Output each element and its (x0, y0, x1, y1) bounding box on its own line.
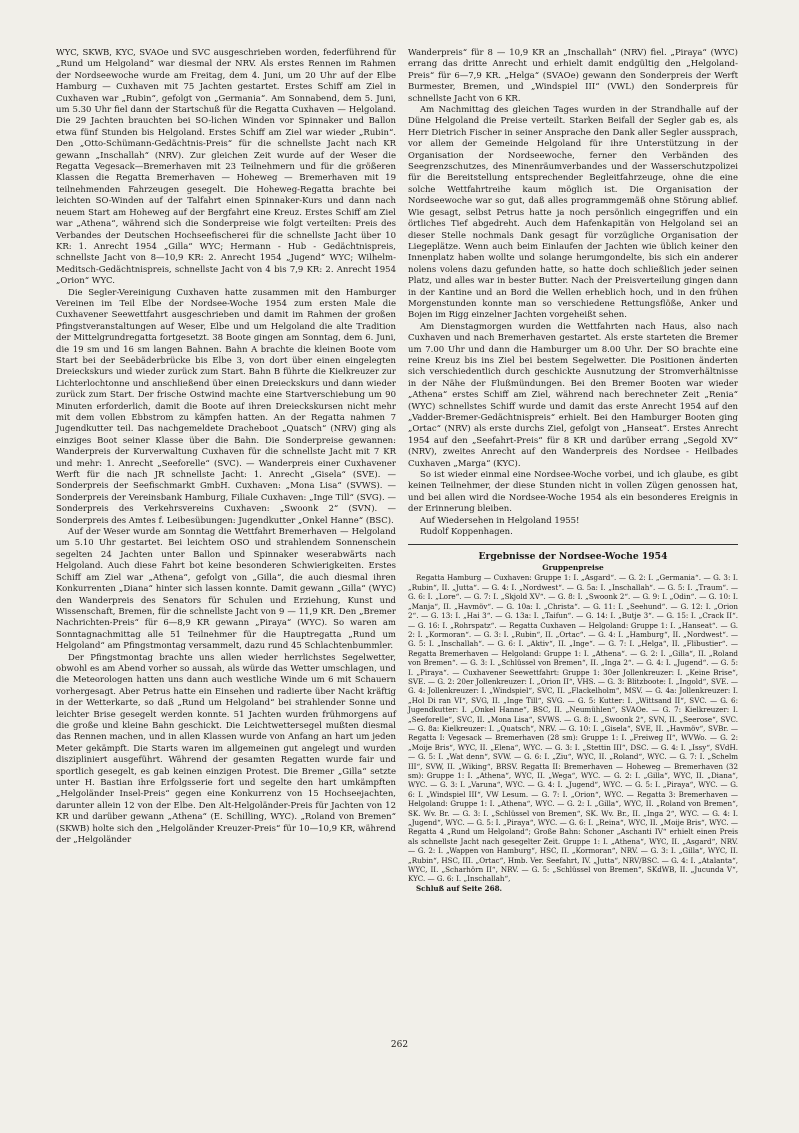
article-right-column (408, 48, 738, 893)
article-paragraph: Die Segler-Vereinigung Cuxhaven hatte zusammen mit den Hamburger Vereinen im Teil Elbe der Nordsee-Woche 1954 zum ersten Male die Cuxhavener Seewettfahrt ausgeschrieben und damit im Rahmen der großen Pfingstveranstaltungen auf Weser, Elbe und um Helgoland die alte Tradition der Mittelgrundregatta fortgesetzt. 38 Boote gingen am Sonntag, dem 6. Juni, die 19 sm und 16 sm langen Bahnen. Bahn A brachte die kleinen Boote vom Start bei der Seebäderbrücke bis Elbe 3, von dort über einen eingelegten Dreieckskurs und wieder zurück zum Start. Bahn B führte die Kielkreuzer zur Lichterlochtonne und anschließend über einen Dreieckskurs und dann wieder zurück zum Start. Der frische Ostwind machte eine Startverschiebung um 90 Minuten erforderlich, damit die Boote auf ihren Dreieckskursen nicht mehr mit dem vollen Ebbstrom zu kämpfen hatten. An der Regatta nahmen 7 Jugendkutter teil. Das nachgemeldete Dracheboot „Quatsch“ (NRV) ging als einziges Boot seiner Klasse über die Bahn. Die Sonderpreise gewannen: Wanderpreis der Kurverwaltung Cuxhaven für die schnellste Jacht mit 7 KR und mehr: 1. Anrecht „Seeforelle“ (SVC). — Wanderpreis einer Cuxhavener Werft für die nach JR schnellste Jacht: 1. Anrecht „Gisela“ (SVE). — Sonderpreis der Seefischmarkt GmbH. Cuxhaven: „Mona Lisa“ (SVWS). — Sonderpreis der Vereinsbank Hamburg, Filiale Cuxhaven: „Inge Till“ (SVG). — Sonderpreis des Verkehrsvereins Cuxhaven: „Swoonk 2“ (SVN). — Sonderpreis des Amtes f. Leibesübungen: Jugendkutter „Onkel Hanne“ (BSC). (56, 287, 396, 526)
results-paragraph: Regatta Hamburg — Cuxhaven: Gruppe 1: I. „Asgard“. — G. 2: I. „Germania“. — G. 3: I. „Rubin“, II. „Jutta“. — G. 4: I. „Nordwest“. — G. 5a: I. „Inschallah“. — G. 5: I. „Traum“. — G. 6: I. „Lore“. — G. 7: I. „Skjold XV“. — G. 8: I. „Swoonk 2“. — G. 9: I. „Odin“. — G. 10: I. „Manja“, II. „Havmöv“. — G. 10a: I. „Christa“. — G. 11: I. „Seehund“. — G. 12: I. „Orion 2“. — G. 13: I. „Hai 3“. — G. 13a: I. „Taifun“. — G. 14: I. „Butje 3“. — G. 15: I. „Crack II“. — G. 16: I. „Rohrspatz“. — Regatta Cuxhaven — Helgoland: Gruppe 1: I. „Hanseat“. — G. 2: I. „Kormoran“. — G. 3: I. „Rubin“, II. „Ortac“. — G. 4: I. „Hamburg“, II. „Nordwest“. — G. 5: I. „Inschallah“. — G. 6: I. „Aktiv“, II. „Inge“. — G. 7: I. „Helga“, II. „Flibustier“. — Regatta Bremerhaven — Helgoland: Gruppe 1: I. „Athena“. — G. 2: I. „Gilla“, II. „Roland von Bremen“. — G. 3: I. „Schlüssel von Bremen“, II. „Inga 2“. — G. 4: I. „Jugend“. — G. 5: I. „Piraya“. — Cuxhavener Seewettfahrt: Gruppe 1: 30er Jollenkreuzer: I. „Keine Brise“, SVE. — G. 2: 20er Jollenkreuzer: I. „Orion II“, VHS. — G. 3: Blitzboote: I. „Ingold“, SVE. — G. 4: Jollenkreuzer: I. „Windspiel“, SVC, II. „Flackelholm“, MSV. — G. 4a: Jollenkreuzer: I. „Hol Di ran VI“, SVG, II. „Inge Till“, SVG. — G. 5: Kutter: I. „Wittsand II“, SVC. — G. 6: Jugendkutter: I. „Onkel Hanne“, BSC, II. „Neumühlen“, SVAOe. — G. 7: Kielkreuzer: I. „Seeforelle“, SVC, II. „Mona Lisa“, SVWS. — G. 8: I. „Swoonk 2“, SVN, II. „Seerose“, SVC. — G. 8a: Kielkreuzer: I. „Quatsch“, NRV. — G. 10: I. „Gisela“, SVE, II. „Havmöv“, SVBr. — Regatta I: Vegesack — Bremerhaven (28 sm): Gruppe 1: I. „Freiweg II“, WVWo. — G. 2: „Moije Bris“, WYC, II. „Elena“, WYC. — G. 3: I. „Stettin III“, DSC. — G. 4: I. „Issy“, SVdH. — G. 5: I. „Wat denn“, SVW. — G. 6: I. „Ziu“, WYC, II. „Roland“, WYC. — G. 7: I. „Schelm III“, SVW, II. „Wiking“, BRSV. Regatta II: Bremerhaven — Hoheweg — Bremerhaven (32 sm): Gruppe 1: I. „Athena“, WYC, II. „Wega“, WYC. — G. 2: I. „Gilla“, WYC, II. „Diana“, WYC. — G. 3: I. „Varuna“, WYC. — G. 4: I. „Jugend“, WYC. — G. 5: I. „Piraya“, WYC. — G. 6: I. „Windspiel III“, VW Lesum. — G. 7: I. „Orion“, WYC. — Regatta 3: Bremerhaven — Helgoland: Gruppe 1: I. „Athena“, WYC. — G. 2: I. „Gilla“, WYC, II. „Roland von Bremen“, SK. Wv. Br. — G. 3: I. „Schlüssel von Bremen“, SK. Wv. Br., II. „Inga 2“, WYC. — G. 4: I. „Jugend“, WYC. — G. 5: I. „Piraya“, WYC. — G. 6: I. „Reina“, WYC, II. „Moije Bris“, WYC. — Regatta 4 „Rund um Helgoland“; Große Bahn: Schoner „Aschanti IV“ erhielt einen Preis als schnellste Jacht nach gesegelter Zeit. Gruppe 1: I. „Athena“, WYC, II. „Asgard“, NRV. — G. 2: I. „Wappen von Hamburg“, HSC, II. „Kormoran“, NRV. — G. 3: I. „Gilla“, WYC, II. „Rubin“, HSC, III. „Ortac“, Hmb. Ver. Seefahrt, IV. „Jutta“, NRV/BSC. — G. 4: I. „Atalanta“, WYC, II. „Scharhörn II“, NRV. — G. 5: „Schlüssel von Bremen“, SKdWB, II. „Jucunda V“, KYC. — G. 6: I. „Inschallah“, (408, 573, 738, 884)
article-left-column (56, 48, 396, 846)
article-paragraph: Am Nachmittag des gleichen Tages wurden in der Strandhalle auf der Düne Helgoland die Preise verteilt. Starken Beifall der Segler gab es, als Herr Dietrich Fischer in seiner Ansprache den Dank aller Segler aussprach, vor allem der Gemeinde Helgoland für ihre Unterstützung in der Organisation der Nordseewoche, ferner den Verbänden des Seegrenzschutzes, des Minenräumverbandes und der Wasserschutzpolizei für die Bereitstellung entsprechender Begleitfahrzeuge, ohne die eine solche Wettfahrtreihe kaum möglich ist. Die Organisation der Nordseewoche war so gut, daß alles programmgemäß ohne Störung ablief. Wie gesagt, selbst Petrus hatte ja noch persönlich eingegriffen und ein örtliches Tief abgedreht. Auch dem Hafenkapitän von Helgoland sei an dieser Stelle nochmals Dank gesagt für vorzügliche Organisation der Liegeplätze. Wenn auch beim Einlaufen der Jachten wie üblich keiner den Innenplatz haben wollte und solange herumgondelte, bis sich ein anderer nolens volens dazu gefunden hatte, so hatte doch schließlich jeder seinen Platz, und alles war in bester Butter. Nach der Preisverteilung gingen dann in der Kantine und an Bord die Wellen erheblich hoch, und in den frühen Morgenstunden konnte man so verschiedene Rettungsflöße, Anker und Bojen im Rigg einzelner Jachten vorgeheißt sehen. (408, 105, 738, 321)
article-paragraph: Auf Wiedersehen in Helgoland 1955! (420, 515, 580, 526)
article-paragraph: WYC, SKWB, KYC, SVAOe und SVC ausgeschrieben worden, federführend für „Rund um Helgoland“ war diesmal der NRV. Als erstes Rennen im Rahmen der Nordseewoche wurde am Freitag, dem 4. Juni, um 20 Uhr auf der Elbe Hamburg — Cuxhaven mit 75 Jachten gestartet. Erstes Schiff am Ziel in Cuxhaven war „Rubin“, gefolgt von „Germania“. Am Sonnabend, dem 5. Juni, um 5.30 Uhr fiel dann der Startschuß für die Regatta Cuxhaven — Helgoland. Die 29 Jachten brauchten bei SO-lichen Winden vor Spinnaker und Ballon etwa fünf Stunden bis Helgoland. Erstes Schiff am Ziel war wieder „Rubin“. Den „Otto-Schümann-Gedächtnis-Preis“ für die schnellste Jacht nach KR gewann „Inschallah“ (NRV). Zur gleichen Zeit wurde auf der Weser die Regatta Vegesack—Bremerhaven mit 23 Teilnehmern und für die größeren Klassen die Regatta Bremerhaven — Hoheweg — Bremerhaven mit 19 teilnehmenden Fahrzeugen gesegelt. Die Hoheweg-Regatta brachte bei leichten SO-Winden auf der Talfahrt einen Spinnaker-Kurs und dann nach neuem Start am Hoheweg auf der Bergfahrt eine Kreuz. Erstes Schiff am Ziel war „Athena“, während sich die Sonderpreise wie folgt verteilten: Preis des Verbandes der Deutschen Hochseefischerei für die schnellste Jacht über 10 KR: 1. Anrecht 1954 „Gilla“ WYC; Hermann - Hub - Gedächtnispreis, schnellste Jacht von 8—10,9 KR: 2. Anrecht 1954 „Jugend“ WYC; Wilhelm-Meditsch-Gedächtnispreis, schnellste Jacht von 4 bis 7,9 KR: 2. Anrecht 1954 „Orion“ WYC. (56, 48, 396, 287)
section-divider (408, 544, 738, 545)
results-subtitle: Gruppenpreise (542, 563, 604, 573)
page-number: 262 (390, 1040, 409, 1050)
article-paragraph: Der Pfingstmontag brachte uns allen wieder herrlichstes Segelwetter, obwohl es am Abend vorher so aussah, als würde das Wetter umschlagen, und die Meteorologen hatten uns dann auch westliche Winde um 6 mit Schauern vorhergesagt. Aber Petrus hatte ein Einsehen und radierte über Nacht kräftig in der Wetterkarte, so daß „Rund um Helgoland“ bei strahlender Sonne und leichter Brise gesegelt werden konnte. 51 Jachten wurden frühmorgens auf die große und kleine Bahn geschickt. Die Leichtwettersegel mußten diesmal das Rennen machen, und in allen Klassen wurde von Anfang an hart um jeden Meter gekämpft. Die Starts waren im allgemeinen gut angelegt und wurden diszipliniert ausgeführt. Während der gesamten Regatten wurde fair und sportlich gesegelt, es gab keinen einzigen Protest. Die Bremer „Gilla“ setzte unter H. Bastian ihre Erfolgsserie fort und segelte den hart umkämpften „Helgoländer Insel-Preis“ gegen eine Konkurrenz von 15 Hochseejachten, darunter allein 12 von der Elbe. Den Alt-Helgoländer-Preis für Jachten von 12 KR und darüber gewann „Athena“ (E. Schilling, WYC). „Roland von Bremen“ (SKWB) holte sich den „Helgoländer Kreuzer-Preis“ für 10—10,9 KR, während der „Helgoländer (56, 652, 396, 846)
article-paragraph: Am Dienstagmorgen wurden die Wettfahrten nach Haus, also nach Cuxhaven und nach Bremerhaven gestartet. Als erste starteten die Bremer um 7.00 Uhr und dann die Hamburger um 8.00 Uhr. Der SO brachte eine reine Kreuz bis ins Ziel bei bestem Segelwetter. Die Positionen änderten sich verschiedentlich durch geschickte Ausnutzung der Stromverhältnisse in der Nähe der Flußmündungen. Bei den Bremer Booten war wieder „Athena“ erstes Schiff am Ziel, während nach berechneter Zeit „Renia“ (WYC) schnellstes Schiff wurde und damit das erste Anrecht 1954 auf den „Vadder-Bremer-Gedächtnispreis“ erhielt. Bei den Hamburger Booten ging „Ortac“ (NRV) als erste durchs Ziel, gefolgt von „Hanseat“. Erstes Anrecht 1954 auf den „Seefahrt-Preis“ für 8 KR und darüber errang „Segold XV“ (NRV), zweites Anrecht auf den Wanderpreis des Nordsee - Heilbades Cuxhaven „Marga“ (KYC). (408, 321, 738, 469)
continuation-note: Schluß auf Seite 268. (416, 883, 503, 893)
article-paragraph: Wanderpreis“ für 8 — 10,9 KR an „Inschallah“ (NRV) fiel. „Piraya“ (WYC) errang das dritte Anrecht und erhielt damit endgültig den „Helgoland-Preis“ für 6—7,9 KR. „Helga“ (SVAOe) gewann den Sonderpreis der Werft Burmester, Bremen, und „Windspiel III“ (VWL) den Sonderpreis für schnellste Jacht von 6 KR. (408, 48, 738, 104)
article-paragraph: So ist wieder einmal eine Nordsee-Woche vorbei, und ich glaube, es gibt keinen Teilnehmer, der diese Stunden nicht in vollen Zügen genossen hat, und bei allen wird die Nordsee-Woche 1954 als ein besonderes Ereignis in der Erinnerung bleiben. (408, 470, 738, 515)
article-paragraph: Auf der Weser wurde am Sonntag die Wettfahrt Bremerhaven — Helgoland um 5.10 Uhr gestartet. Bei leichtem OSO und strahlendem Sonnenschein segelten 24 Jachten unter Ballon und Spinnaker weserabwärts nach Helgoland. Auch diese Fahrt bot keine besonderen Schwierigkeiten. Erstes Schiff am Ziel war „Athena“, gefolgt von „Gilla“, die auch diesmal ihren Konkurrenten „Diana“ hinter sich lassen konnte. Damit gewann „Gilla“ (WYC) den Wanderpreis des Senators für Schulen und Erziehung, Kunst und Wissenschaft, Bremen, für die schnellste Jacht von 9 — 11,9 KR. Den „Bremer Nachrichten-Preis“ für 6—8,9 KR gewann „Piraya“ (WYC). So waren am Sonntagnachmittag alle 51 Teilnehmer für die Hauptregatta „Rund um Helgoland“ am Pfingstmontag versammelt, dazu rund 45 Schlachtenbummler. (56, 527, 396, 652)
results-title: Ergebnisse der Nordsee-Woche 1954 (478, 551, 668, 563)
author-signature: Rudolf Koppenhagen. (420, 527, 513, 538)
results-section (408, 551, 738, 893)
